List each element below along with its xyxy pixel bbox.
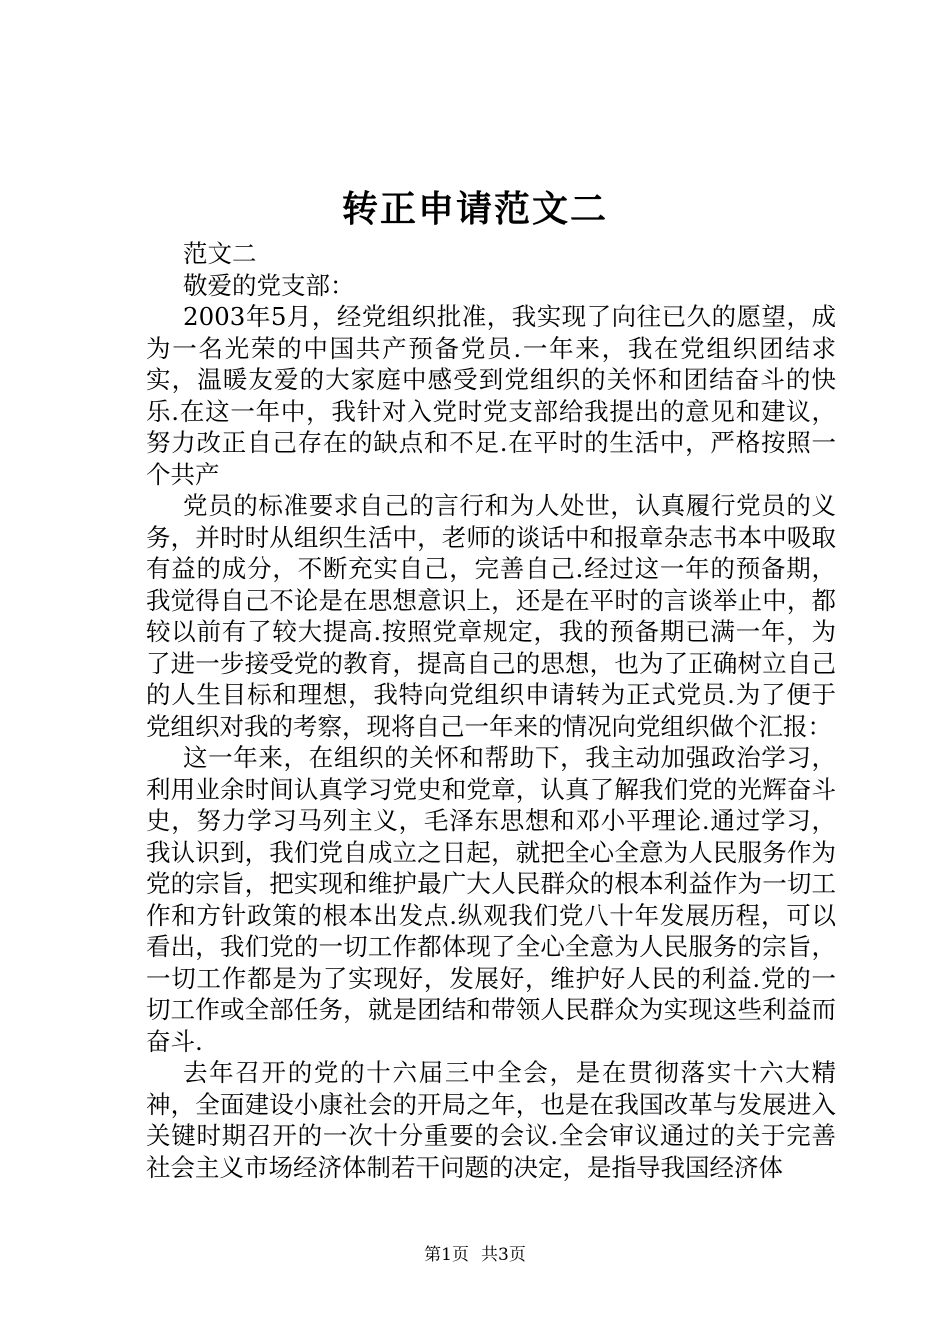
paragraph-body: 2003年5月，经党组织批准，我实现了向往已久的愿望，成为一名光荣的中国共产预备党员.一年来，我在党组织团结求实，温暖友爱的大家庭中感受到党组织的关怀和团结奋斗的快乐.在这一年中，我针对入党时党支部给我提出的意见和建议，努力改正自己存在的缺点和不足.在平时的生活中，严格按照一个共产 xyxy=(146,302,836,489)
document-body xyxy=(146,238,836,1183)
page-footer xyxy=(0,1243,950,1267)
paragraph-heading-label: 范文二 xyxy=(183,239,257,268)
paragraph-body: 去年召开的党的十六届三中全会，是在贯彻落实十六大精神，全面建设小康社会的开局之年，也是在我国改革与发展进入关键时期召开的一次十分重要的会议.全会审议通过的关于完善社会主义市场经济体制若干问题的决定，是指导我国经济体 xyxy=(146,1058,836,1182)
paragraph-body: 党员的标准要求自己的言行和为人处世，认真履行党员的义务，并时时从组织生活中，老师的谈话中和报章杂志书本中吸取有益的成分，不断充实自己，完善自己.经过这一年的预备期，我觉得自己不论是在思想意识上，还是在平时的言谈举止中，都较以前有了较大提高.按照党章规定，我的预备期已满一年，为了进一步接受党的教育，提高自己的思想，也为了正确树立自己的人生目标和理想，我特向党组织申请转为正式党员.为了便于党组织对我的考察，现将自己一年来的情况向党组织做个汇报： xyxy=(146,491,836,741)
paragraph-body: 这一年来，在组织的关怀和帮助下，我主动加强政治学习，利用业余时间认真学习党史和党章，认真了解我们党的光辉奋斗史，努力学习马列主义，毛泽东思想和邓小平理论.通过学习，我认识到，我们党自成立之日起，就把全心全意为人民服务作为党的宗旨，把实现和维护最广大人民群众的根本利益作为一切工作和方针政策的根本出发点.纵观我们党八十年发展历程，可以看出，我们党的一切工作都体现了全心全意为人民服务的宗旨，一切工作都是为了实现好，发展好，维护好人民的利益.党的一切工作或全部任务，就是团结和带领人民群众为实现这些利益而奋斗. xyxy=(146,743,836,1056)
document-title: 转正申请范文二 xyxy=(341,188,608,230)
paragraph-salutation: 敬爱的党支部： xyxy=(183,270,355,300)
page-number-current: 第1页 xyxy=(424,1245,469,1265)
page-number-total: 共3页 xyxy=(481,1245,526,1265)
